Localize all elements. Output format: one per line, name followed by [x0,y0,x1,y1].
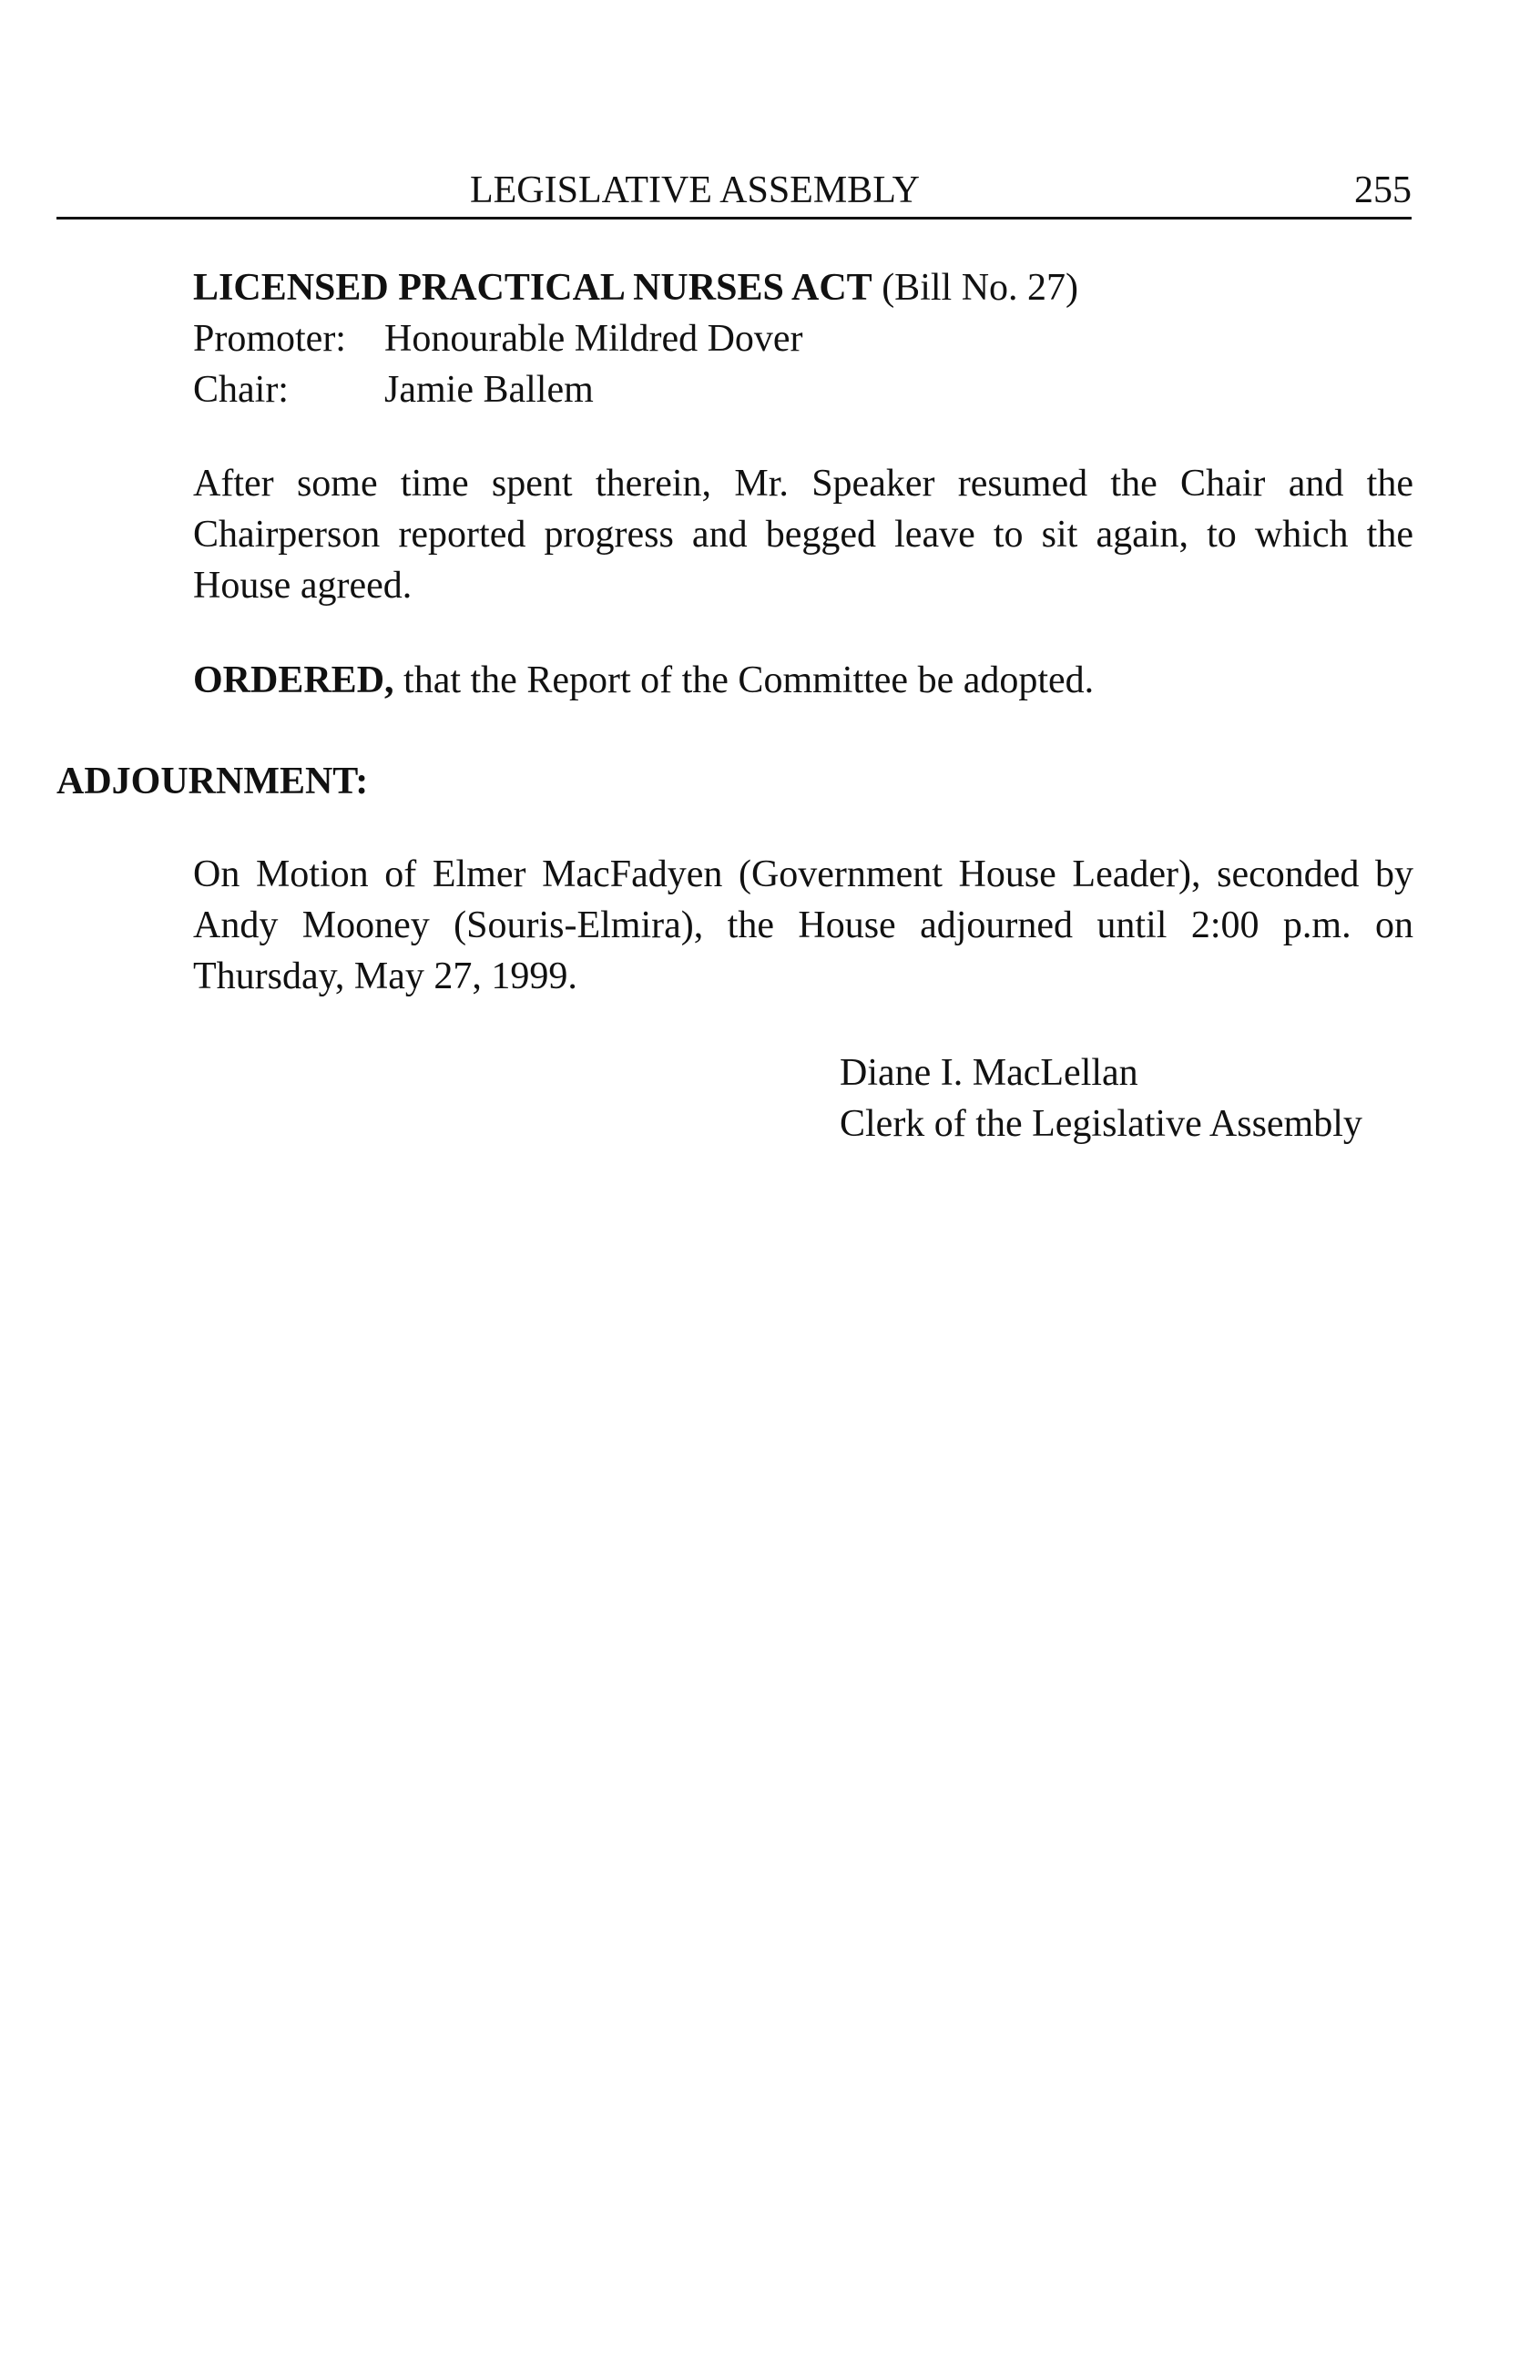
adjournment-paragraph: On Motion of Elmer MacFadyen (Government House Leader), seconded by Andy Mooney (Souris-Elmira), the House adjourned until 2:00 p.m. on Thursday, May 27, 1999. [193,853,1413,997]
signature-name: Diane I. MacLellan [840,1052,1138,1094]
ordered-paragraph [193,655,1413,706]
promoter-label: Promoter: [193,318,346,360]
progress-paragraph: After some time spent therein, Mr. Speaker resumed the Chair and the Chairperson reported progress and begged leave to sit again, to which the House agreed. [193,463,1413,607]
chair-label: Chair: [193,369,289,411]
bill-block [193,262,1413,415]
running-head-title: LEGISLATIVE ASSEMBLY [470,169,920,211]
signature-block [840,1047,1423,1149]
ordered-lead: ORDERED, [193,659,394,701]
chair-value: Jamie Ballem [384,369,594,411]
promoter-row [193,313,1413,364]
page-number: 255 [1354,169,1412,211]
bill-name: LICENSED PRACTICAL NURSES ACT [193,267,872,309]
adjournment-heading: ADJOURNMENT: [56,761,369,802]
running-head [56,167,1412,214]
signature-title: Clerk of the Legislative Assembly [840,1103,1362,1145]
ordered-text: that the Report of the Committee be adopted. [403,659,1095,701]
chair-row [193,364,1413,415]
header-rule [56,217,1412,220]
bill-title-line [193,262,1413,313]
bill-number: (Bill No. 27) [882,267,1079,309]
promoter-value: Honourable Mildred Dover [384,318,803,360]
